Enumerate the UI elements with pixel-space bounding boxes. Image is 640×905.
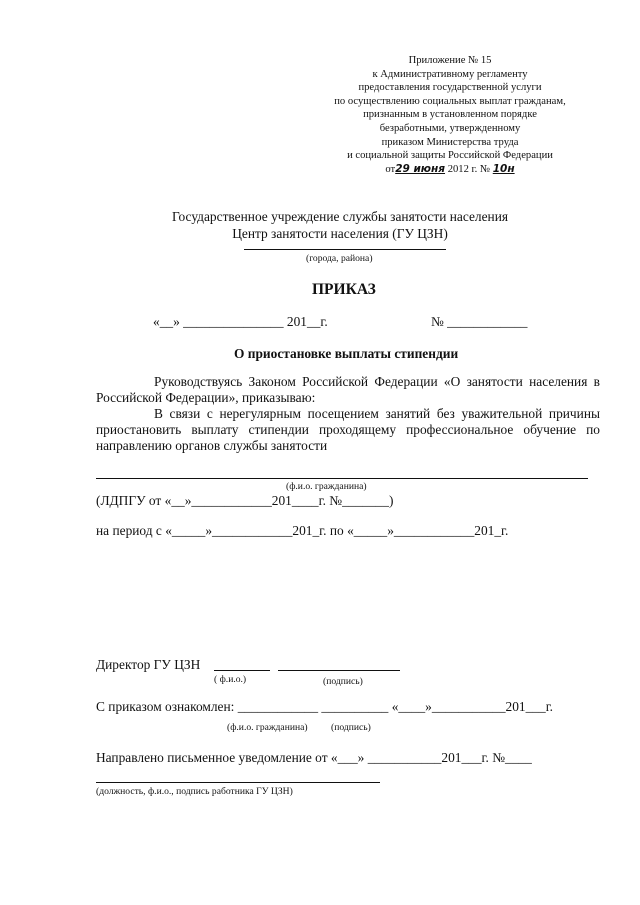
- city-caption: (города, района): [306, 253, 373, 264]
- appendix-line: приказом Министерства труда: [381, 136, 519, 148]
- appendix-line: признанным в установленном порядке: [363, 109, 537, 121]
- footer-signature-line: [96, 782, 380, 783]
- ldpgu-line: (ЛДПГУ от «__»____________201____г. №_______): [96, 493, 394, 508]
- director-fio-caption: ( ф.и.о.): [214, 674, 247, 685]
- director-label: Директор ГУ ЦЗН: [96, 657, 201, 672]
- notice-line: Направлено письменное уведомление от «___» ___________201___г. №____: [96, 750, 532, 765]
- appendix-block: [318, 54, 582, 176]
- org-line-2: Центр занятости населения (ГУ ЦЗН): [232, 226, 448, 241]
- appendix-line: к Административному регламенту: [372, 68, 528, 80]
- handwritten-date: 29 июня: [395, 162, 446, 175]
- order-subject: О приостановке выплаты стипендии: [234, 346, 459, 361]
- order-body: [96, 374, 600, 454]
- acquainted-fio-caption: (ф.и.о. гражданина): [227, 722, 308, 733]
- footer-caption: (должность, ф.и.о., подпись работника ГУ ЦЗН): [96, 786, 293, 797]
- body-paragraph-1: Руководствуясь Законом Российской Федерации «О занятости населения в Российской Федерации», приказываю:: [96, 374, 600, 405]
- appendix-date-prefix: от: [385, 163, 396, 175]
- order-number: № ____________: [431, 314, 528, 329]
- director-sign-line: [278, 670, 400, 671]
- acquainted-sign-caption: (подпись): [331, 722, 371, 733]
- appendix-line: предоставления государственной услуги: [358, 82, 542, 94]
- appendix-date-year: 2012 г. №: [447, 163, 491, 175]
- handwritten-number: 10н: [492, 162, 515, 175]
- order-date: «__» _______________ 201__г.: [153, 314, 328, 329]
- citizen-name-line: [96, 478, 588, 479]
- director-fio-line: [214, 670, 270, 671]
- org-line-1: Государственное учреждение службы занятости населения: [171, 209, 509, 224]
- appendix-date-line: [318, 163, 582, 177]
- appendix-line: безработными, утвержденному: [379, 122, 521, 134]
- body-paragraph-2: В связи с нерегулярным посещением занятий без уважительной причины приостановить выплату стипендии проходящему профессиональное обучение по направлению органов службы занятости: [96, 406, 600, 453]
- appendix-line: и социальной защиты Российской Федерации: [347, 150, 553, 162]
- appendix-line: по осуществлению социальных выплат гражданам,: [334, 95, 566, 107]
- city-underline: [244, 249, 446, 250]
- appendix-line: Приложение № 15: [408, 55, 492, 66]
- acquainted-line: С приказом ознакомлен: ____________ __________ «____»___________201___г.: [96, 699, 554, 714]
- page-title: ПРИКАЗ: [312, 281, 376, 298]
- period-line: на период с «_____»____________201_г. по «_____»____________201_г.: [96, 523, 509, 538]
- director-sign-caption: (подпись): [323, 676, 363, 687]
- citizen-caption: (ф.и.о. гражданина): [286, 481, 367, 492]
